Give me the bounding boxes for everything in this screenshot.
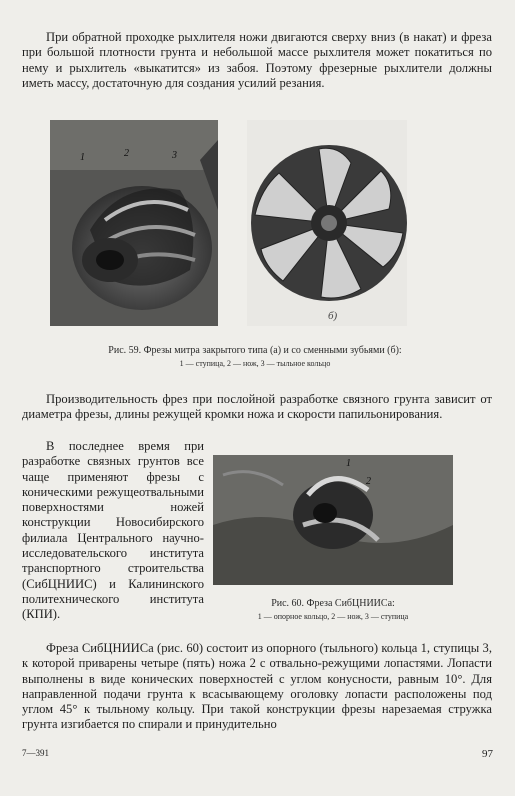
figure-60-caption-title: Рис. 60. Фреза СибЦНИИСа: — [271, 598, 395, 609]
figure-59b-photo — [247, 120, 407, 326]
figure-59-caption — [30, 344, 480, 370]
figure-60-photo — [213, 455, 453, 585]
label-2: 2 — [124, 148, 129, 159]
paragraph-intro: При обратной проходке рыхлителя ножи двигаются сверху вниз (в накат) и фреза при большой плотности грунта и небольшой массе рыхлителя может покатиться по нему и рыхлитель «выкатится» из забоя. Поэтому фрезерные рыхлители должны иметь массу, достаточную для создания усилий резания. — [22, 30, 492, 90]
label-3: 3 — [172, 150, 177, 161]
figure-60-caption — [213, 597, 453, 623]
page-number: 97 — [482, 748, 493, 760]
paragraph-productivity: Производительность фрез при послойной разработке связного грунта зависит от диаметра фрезы, длины режущей кромки ножа и скорости папильонирования. — [22, 392, 492, 422]
label-1: 1 — [80, 152, 85, 163]
figure-59-caption-legend: 1 — ступица, 2 — нож, 3 — тыльное кольцо — [179, 359, 331, 368]
figure-59a-photo — [50, 120, 218, 326]
paragraph-sibcniis: Фреза СибЦНИИСа (рис. 60) состоит из опорного (тыльного) кольца 1, ступицы 3, к которой приварены четыре (пять) ножа 2 с отвально-режущими лопастями. Лопасти выполнены в виде конических поверхностей с углом конусности, равным 10°. Для направленной подачи грунта к всасывающему оголовку лопасти расположены под углом 45° к тыльному кольцу. При такой конструкции фрезы нарезаемая стружка грунта изгибается по спирали и принудительно — [22, 641, 492, 732]
label-60-1: 1 — [346, 458, 351, 469]
page-signature: 7—391 — [22, 748, 49, 758]
figure-60-caption-legend: 1 — опорное кольцо, 2 — нож, 3 — ступица — [257, 612, 409, 621]
label-b: б) — [328, 310, 338, 322]
paragraph-recent: В последнее время при разработке связных грунтов все чаще применяют фрезы с коническими режущеотвальными поверхностями ножей конструкции Новосибирского филиала Центрального научно-исследовательского института транспортного строительства (СибЦНИИС) и Калининского политехнического института (КПИ). — [22, 439, 204, 622]
figure-59-caption-title: Рис. 59. Фрезы митра закрытого типа (а) и со сменными зубьями (б): — [108, 345, 402, 356]
label-60-2: 2 — [366, 476, 371, 487]
